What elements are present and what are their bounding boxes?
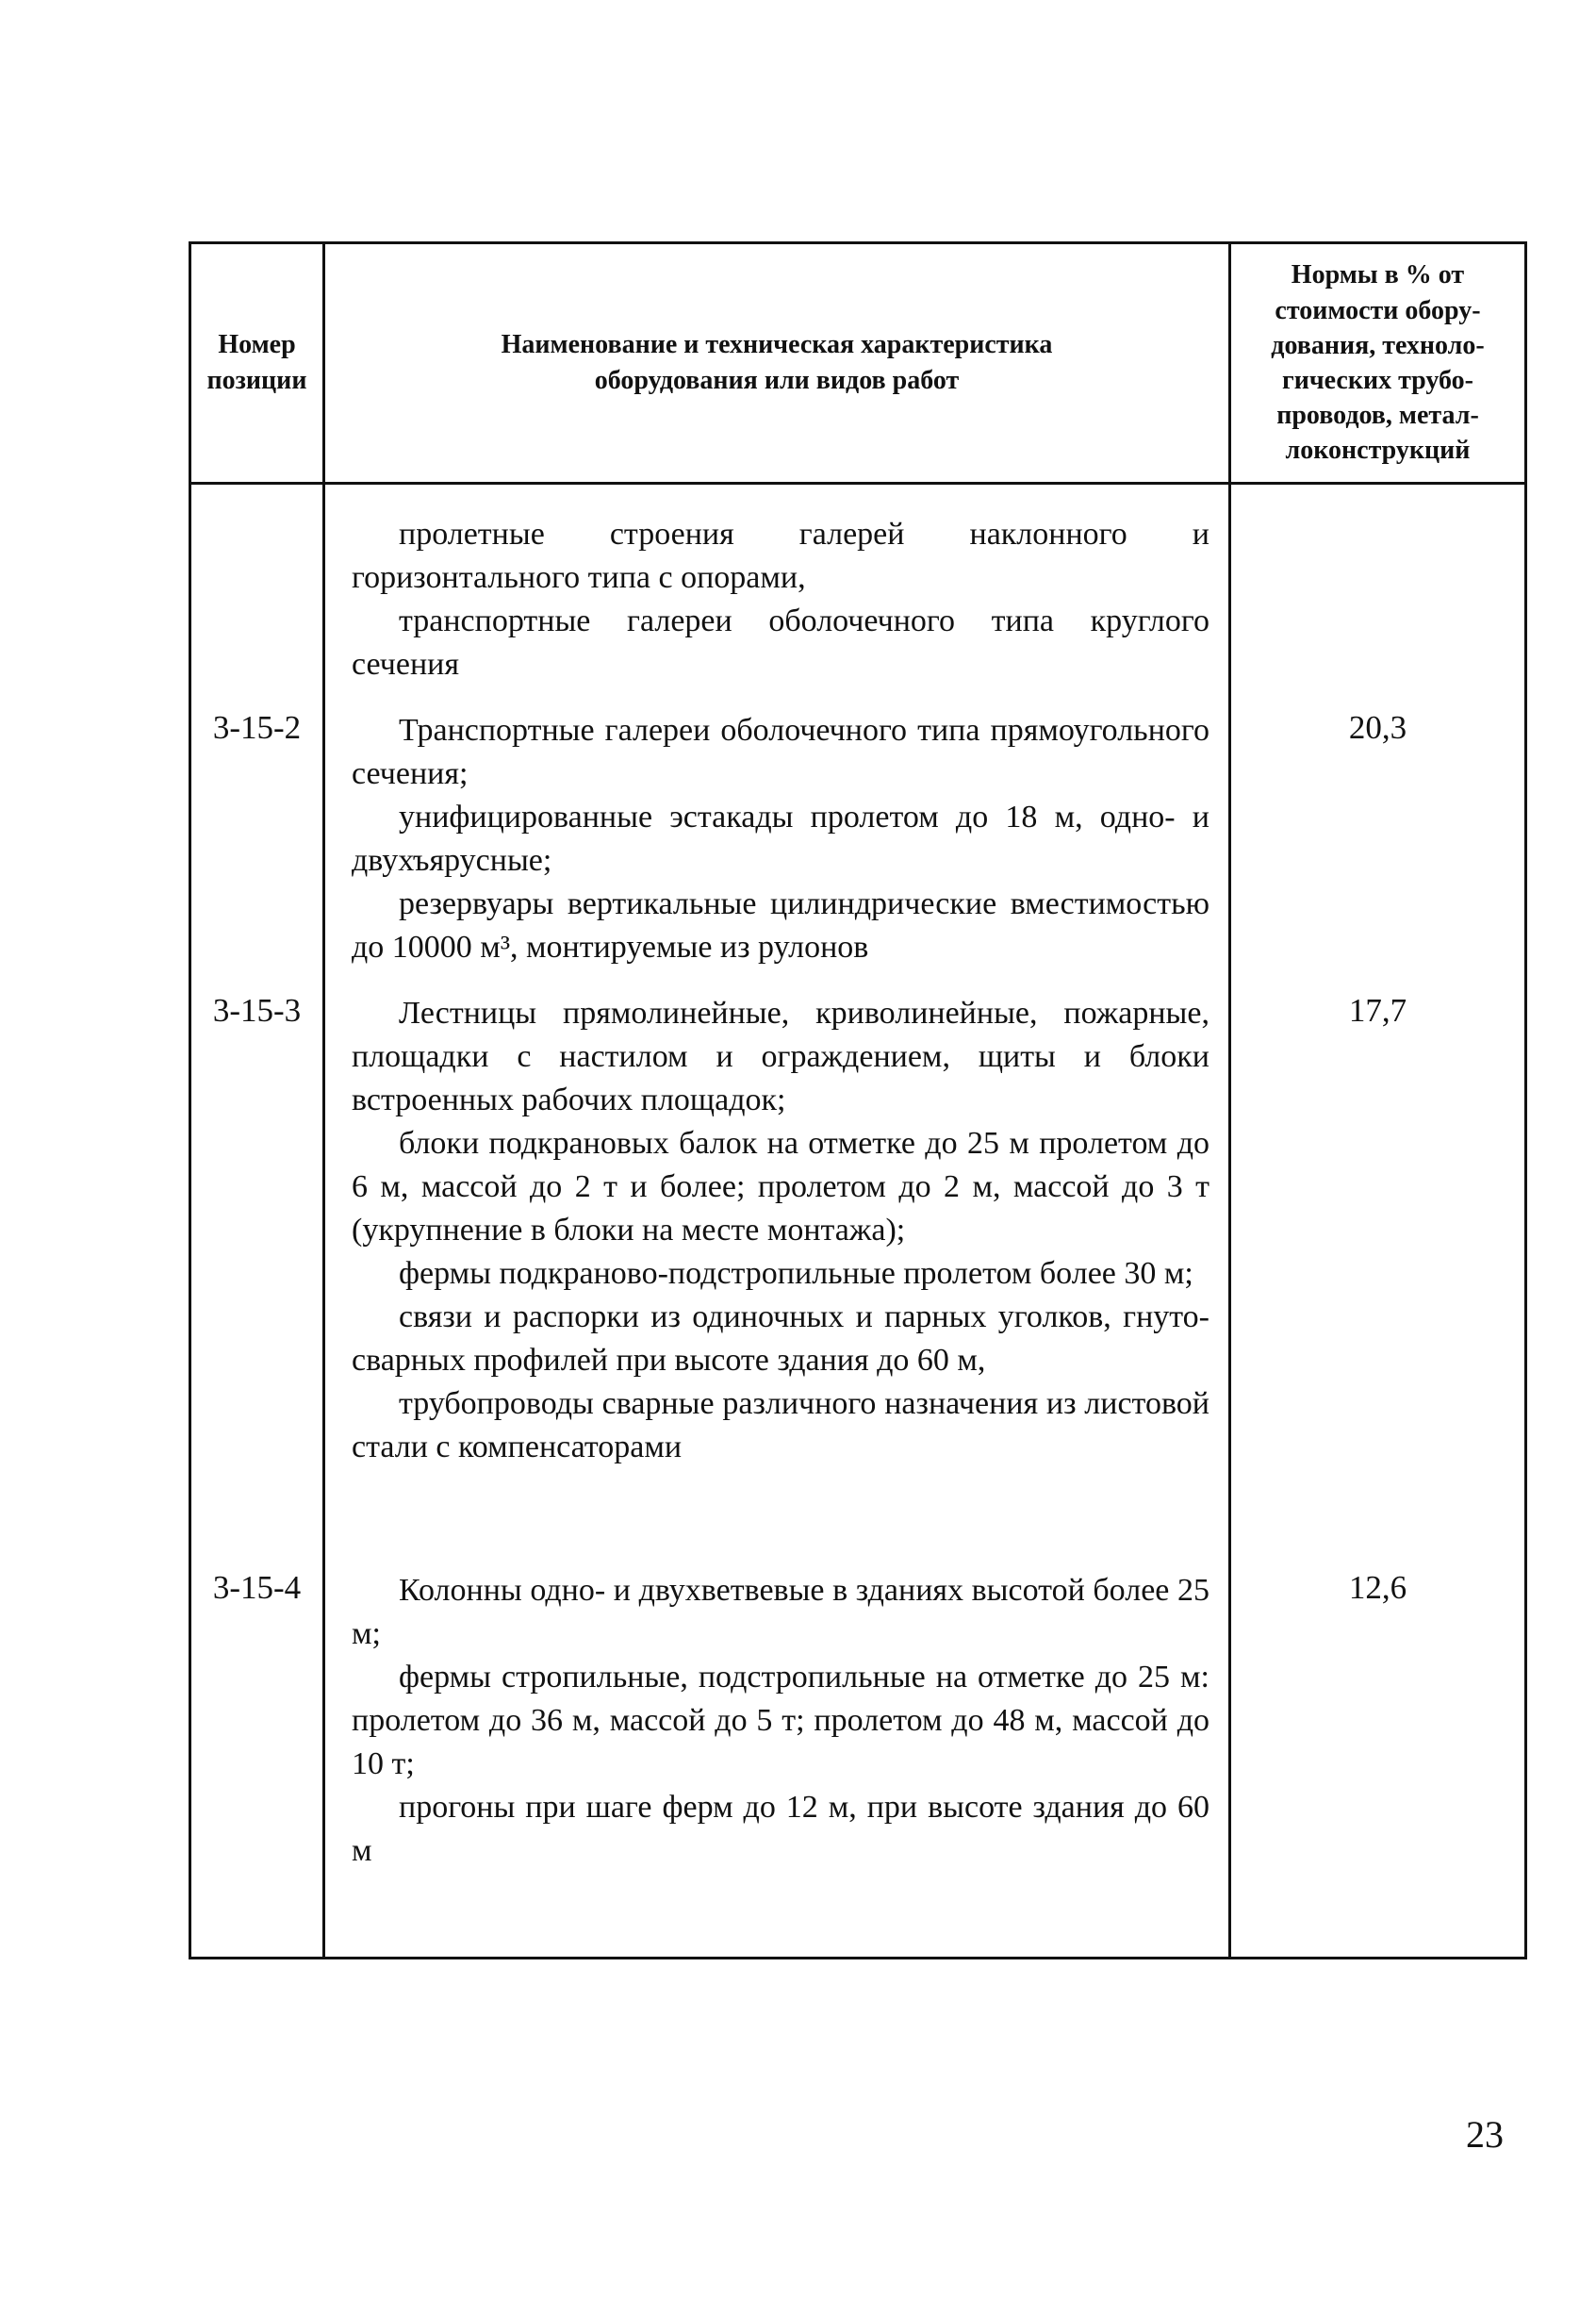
- row-description: Транспортные галереи оболочечного типа прямоугольного сечения; унифицированные эстакады пролетом до 18 м, одно- и двухъярусные; резервуары вертикальные цилиндрические вместимостью до 10000 м³, монтируемые из рулонов: [352, 713, 1209, 965]
- row-description: Колонны одно- и двухветвевые в зданиях высотой более 25 м; фермы стропильные, подстропильные на отметке до 25 м: пролетом до 36 м, массой до 5 т; пролетом до 48 м, массой до 10 т; прогоны при шаге ферм до 12 м, при высоте здания до 60 м: [352, 1573, 1209, 1868]
- row-description: Лестницы прямолинейные, криволинейные, пожарные, площадки с настилом и ограждением, щиты и блоки встроенных рабочих площадок; блоки подкрановых балок на отметке до 25 м пролетом до 6 м, массой до 2 т и более; пролетом до 2 м, массой до 3 т (укрупнение в блоки на месте монтажа); фермы подкраново-подстропильные пролетом более 30 м; связи и распорки из одиночных и парных уголков, гнуто-сварных профилей при высоте здания до 60 м, трубопроводы сварные различного назначения из листовой стали с компенсаторами: [352, 996, 1209, 1464]
- position-number: 3-15-3: [212, 992, 302, 1029]
- row-description: пролетные строения галерей наклонного и горизонтального типа с опорами, транспортные галереи оболочечного типа круглого сечения: [352, 517, 1209, 682]
- norm-value: 12,6: [1348, 1569, 1407, 1606]
- position-number: 3-15-4: [212, 1569, 302, 1606]
- header-position: Номер позиции: [206, 330, 307, 395]
- norm-value: 17,7: [1348, 992, 1407, 1029]
- position-number: 3-15-2: [212, 709, 302, 746]
- norm-value: 20,3: [1348, 709, 1407, 746]
- header-description: Наименование и техническая характеристика оборудования или видов работ: [501, 330, 1053, 395]
- norms-table: [189, 241, 1527, 1959]
- table-body: [191, 485, 1524, 1957]
- header-norms: Нормы в % от стоимости обору- дования, техноло- гических трубо- проводов, метал- локонструкций: [1271, 260, 1485, 466]
- page-number: 23: [1466, 2113, 1504, 2156]
